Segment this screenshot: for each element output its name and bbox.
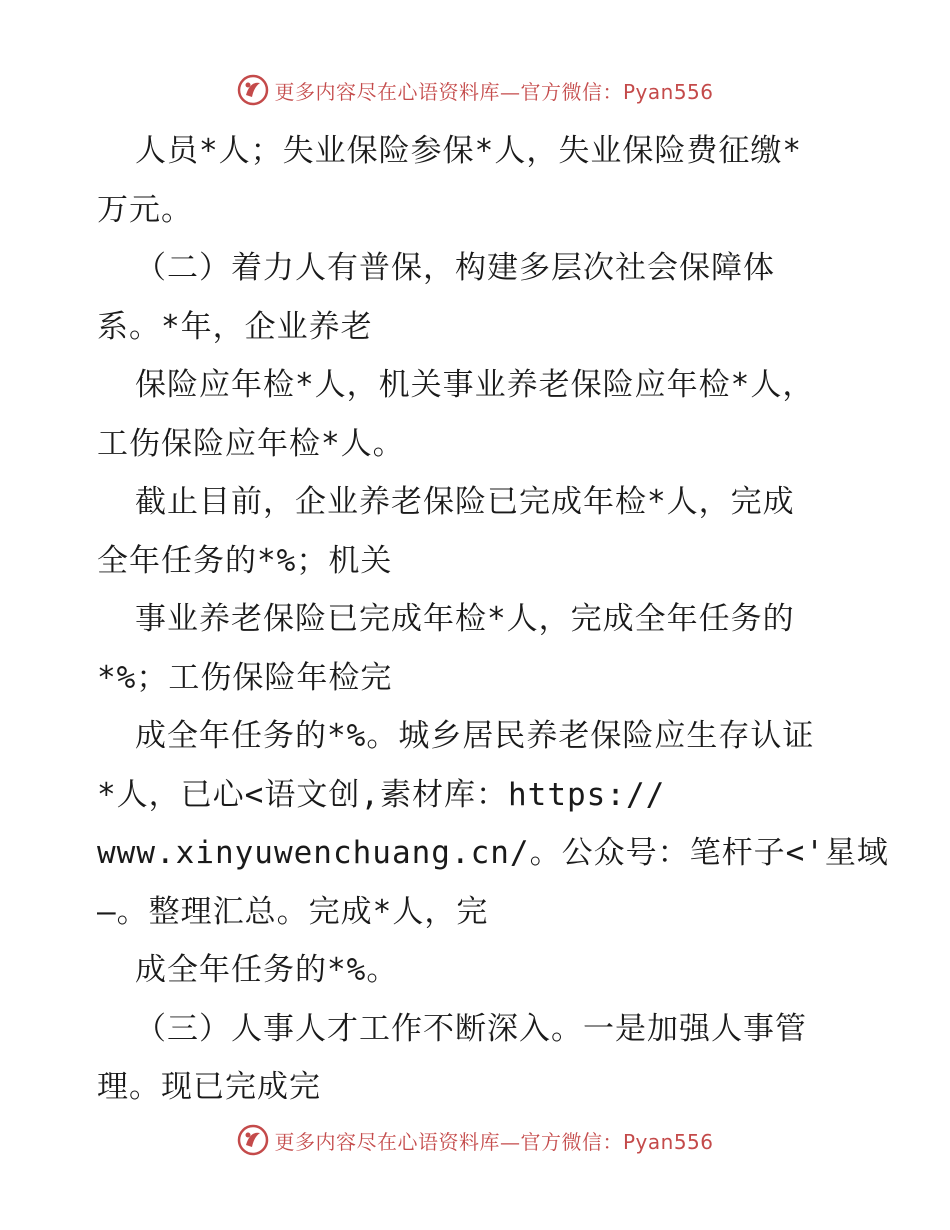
swirl-logo-icon: [236, 73, 270, 107]
body-line-8: 全年任务的*%；机关: [97, 542, 393, 579]
footer-banner-text: 更多内容尽在心语资料库—官方微信：Pyan556: [274, 1129, 714, 1154]
body-line-13: www.xinyuwenchuang.cn/。公众号：笔杆子<'星域: [97, 835, 889, 871]
body-line-11: 成全年任务的*%。城乡居民养老保险应生存认证: [135, 718, 815, 754]
document-body: [97, 122, 889, 1117]
swirl-logo-icon: [236, 1123, 270, 1157]
body-line-15: 成全年任务的*%。: [135, 952, 399, 988]
body-line-14: —。整理汇总。完成*人，完: [97, 893, 489, 930]
body-line-9: 事业养老保险已完成年检*人，完成全年任务的: [135, 601, 795, 637]
body-line-17: 理。现已完成完: [97, 1069, 321, 1105]
header-banner: [0, 70, 950, 110]
body-line-2: 万元。: [97, 191, 193, 228]
body-line-4: 系。*年，企业养老: [97, 308, 373, 345]
body-line-3: （二）着力人有普保，构建多层次社会保障体: [135, 250, 775, 286]
body-line-10: *%；工伤保险年检完: [97, 659, 393, 696]
body-line-6: 工伤保险应年检*人。: [97, 425, 405, 462]
body-line-16: （三）人事人才工作不断深入。一是加强人事管: [135, 1010, 807, 1047]
footer-wechat-id: Pyan556: [622, 1129, 714, 1154]
body-line-1: 人员*人；失业保险参保*人，失业保险费征缴*: [135, 133, 802, 169]
header-wechat-id: Pyan556: [622, 79, 714, 104]
footer-banner: [0, 1120, 950, 1160]
body-line-7: 截止目前，企业养老保险已完成年检*人，完成: [135, 484, 795, 520]
header-banner-text: 更多内容尽在心语资料库—官方微信：Pyan556: [274, 79, 714, 104]
body-line-5: 保险应年检*人，机关事业养老保险应年检*人，: [135, 367, 815, 403]
body-line-12: *人，已心<语文创,素材库：https://: [97, 776, 666, 813]
